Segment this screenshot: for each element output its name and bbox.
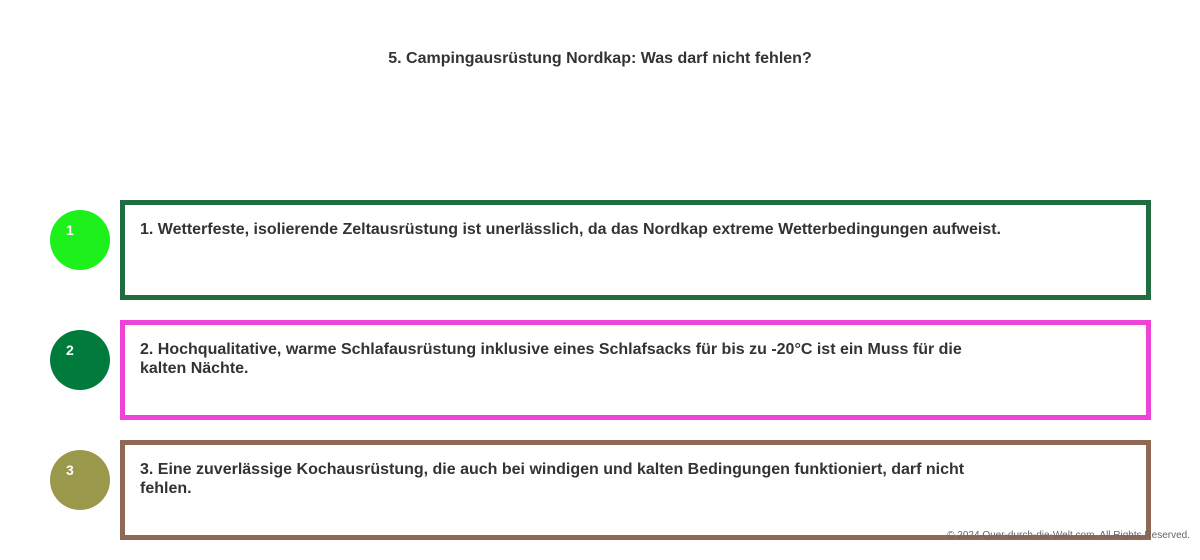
- list-item: [0, 440, 1200, 540]
- item-text: 2. Hochqualitative, warme Schlafausrüstung inklusive eines Schlafsacks für bis zu -20°C ist ein Muss für die kalten Nächte.: [140, 341, 962, 377]
- number-label: 1: [66, 222, 74, 238]
- item-text: 3. Eine zuverlässige Kochausrüstung, die auch bei windigen und kalten Bedingungen funktioniert, darf nicht fehlen.: [140, 461, 965, 497]
- number-label: 3: [66, 462, 74, 478]
- page-title: 5. Campingausrüstung Nordkap: Was darf nicht fehlen?: [388, 50, 812, 67]
- number-badge: [50, 210, 110, 270]
- number-label: 2: [66, 342, 74, 358]
- list-item: [0, 320, 1200, 420]
- item-box: [120, 320, 1151, 420]
- item-box: [120, 200, 1151, 300]
- number-badge: [50, 450, 110, 510]
- item-box: [120, 440, 1151, 540]
- number-badge: [50, 330, 110, 390]
- item-text: 1. Wetterfeste, isolierende Zeltausrüstung ist unerlässlich, da das Nordkap extreme Wetterbedingungen aufweist.: [140, 221, 1001, 238]
- list-item: [0, 200, 1200, 300]
- copyright-notice: © 2024 Quer-durch-die-Welt.com. All Rights Reserved.: [947, 530, 1190, 541]
